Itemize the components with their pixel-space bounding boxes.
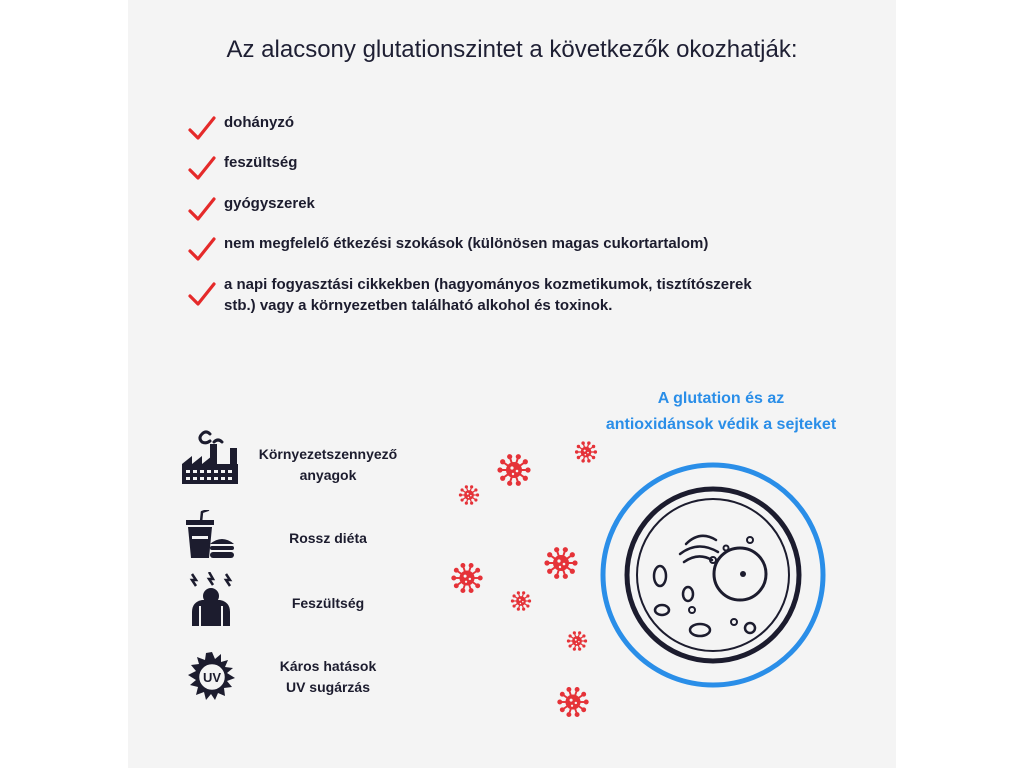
factory-icon	[180, 430, 240, 486]
list-item	[188, 233, 708, 254]
virus-icon	[510, 590, 532, 612]
virus-icon	[566, 630, 588, 652]
virus-icon	[496, 452, 532, 488]
cause-text: dohányzó	[224, 114, 294, 131]
protected-cell-icon	[600, 462, 826, 688]
cause-text: feszültség	[224, 154, 298, 171]
virus-icon	[574, 440, 598, 464]
list-item	[188, 112, 294, 133]
checkmark-icon	[188, 116, 216, 142]
uv-badge: UV	[202, 670, 222, 685]
factor-label-stress: Feszültség	[291, 595, 365, 611]
cause-text: gyógyszerek	[224, 195, 315, 212]
checkmark-icon	[188, 197, 216, 223]
checkmark-icon	[188, 237, 216, 263]
virus-icon	[458, 484, 480, 506]
cause-text: nem megfelelő étkezési szokások (különösen magas cukortartalom)	[224, 235, 709, 252]
protection-tagline: A glutation és az antioxidánsok védik a sejteket	[605, 390, 837, 433]
checkmark-icon	[188, 156, 216, 182]
factor-label-uv: Káros hatások UV sugárzás	[279, 658, 377, 695]
list-item	[188, 152, 297, 173]
virus-icon	[556, 685, 590, 719]
page-title: Az alacsony glutationszintet a következők okozhatják:	[226, 36, 798, 63]
list-item	[188, 193, 315, 214]
virus-icon	[543, 545, 579, 581]
virus-icon	[450, 561, 484, 595]
factor-label-pollution: Környezetszennyező anyagok	[258, 446, 398, 483]
stress-icon	[186, 572, 236, 628]
factor-label-diet: Rossz diéta	[289, 530, 367, 546]
list-item	[188, 274, 784, 316]
uv-sun-icon	[186, 651, 238, 703]
checkmark-icon	[188, 282, 216, 308]
infographic-panel	[128, 0, 896, 768]
fast-food-icon	[184, 510, 236, 560]
cause-text: a napi fogyasztási cikkekben (hagyományos kozmetikumok, tisztítószerek stb.) vagy a környezetben található alkohol és toxinok.	[224, 276, 752, 314]
